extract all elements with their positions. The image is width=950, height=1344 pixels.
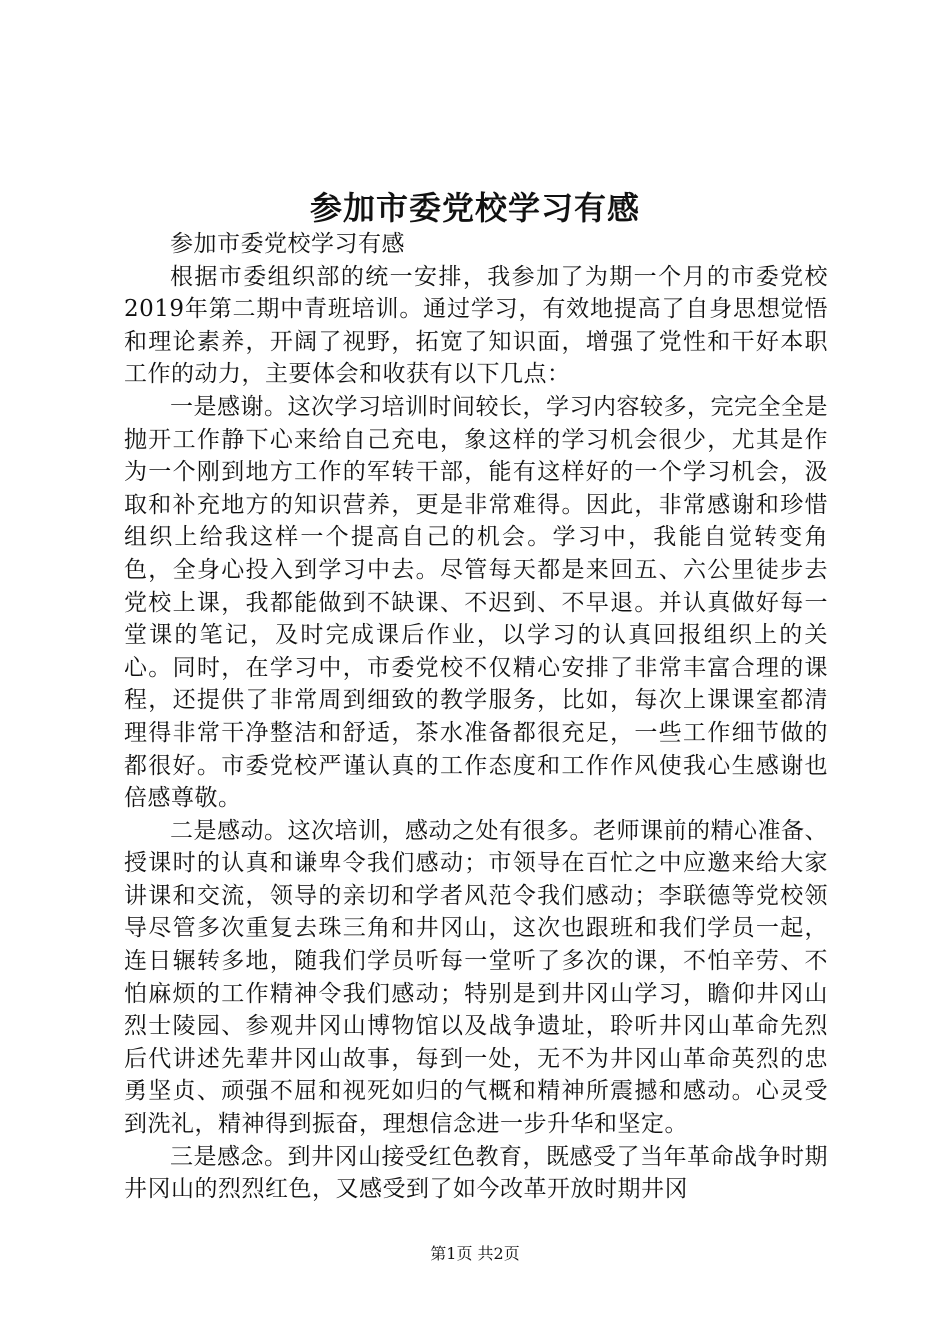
page-title: 参加市委党校学习有感: [309, 189, 640, 227]
paragraph-subtitle: 参加市委党校学习有感: [170, 231, 405, 257]
page-footer: 第1页 共2页: [430, 1244, 520, 1263]
paragraph-remembrance: 三是感念。到井冈山接受红色教育，既感受了当年革命战争时期井冈山的烈烈红色，又感受到了如今改革开放时期井冈: [124, 1143, 828, 1203]
paragraph-intro: 根据市委组织部的统一安排，我参加了为期一个月的市委党校2019年第二期中青班培训。通过学习，有效地提高了自身思想觉悟和理论素养，开阔了视野，拓宽了知识面，增强了党性和干好本职工作的动力，主要体会和收获有以下几点：: [124, 263, 828, 388]
paragraph-gratitude: 一是感谢。这次学习培训时间较长，学习内容较多，完完全全是抛开工作静下心来给自己充电，象这样的学习机会很少，尤其是作为一个刚到地方工作的军转干部，能有这样好的一个学习机会，汲取和补充地方的知识营养，更是非常难得。因此，非常感谢和珍惜组织上给我这样一个提高自己的机会。学习中，我能自觉转变角色，全身心投入到学习中去。尽管每天都是来回五、六公里徒步去党校上课，我都能做到不缺课、不迟到、不早退。并认真做好每一堂课的笔记，及时完成课后作业，以学习的认真回报组织上的关心。同时，在学习中，市委党校不仅精心安排了非常丰富合理的课程，还提供了非常周到细致的教学服务，比如，每次上课课室都清理得非常干净整洁和舒适，茶水准备都很充足，一些工作细节做的都很好。市委党校严谨认真的工作态度和工作作风使我心生感谢也倍感尊敬。: [124, 393, 828, 812]
document-body: [124, 228, 828, 1206]
paragraph-moved: 二是感动。这次培训，感动之处有很多。老师课前的精心准备、授课时的认真和谦卑令我们感动；市领导在百忙之中应邀来给大家讲课和交流，领导的亲切和学者风范令我们感动；李联德等党校领导尽管多次重复去珠三角和井冈山，这次也跟班和我们学员一起，连日辗转多地，随我们学员听每一堂听了多次的课，不怕辛劳、不怕麻烦的工作精神令我们感动；特别是到井冈山学习，瞻仰井冈山烈士陵园、参观井冈山博物馆以及战争遗址，聆听井冈山革命先烈后代讲述先辈井冈山故事，每到一处，无不为井冈山革命英烈的忠勇坚贞、顽强不屈和视死如归的气概和精神所震撼和感动。心灵受到洗礼，精神得到振奋，理想信念进一步升华和坚定。: [124, 817, 828, 1138]
